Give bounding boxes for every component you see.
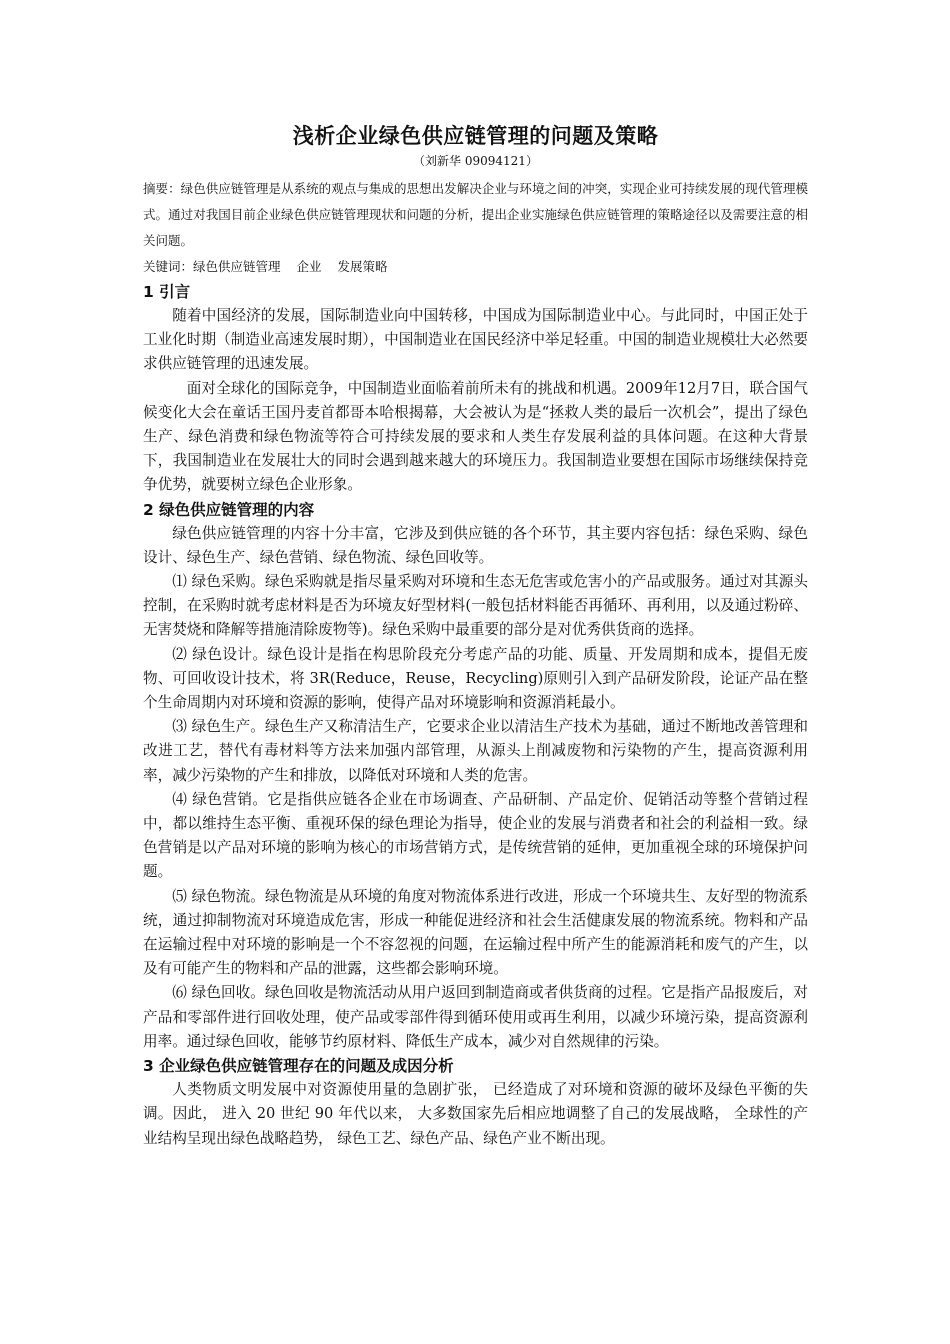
- paragraph: 面对全球化的国际竞争，中国制造业面临着前所未有的挑战和机遇。2009年12月7日，联合国气候变化大会在童话王国丹麦首都哥本哈根揭幕，大会被认为是“拯救人类的最后一次机会”，提出了绿色生产、绿色消费和绿色物流等符合可持续发展的要求和人类生存发展利益的具体问题。在这种大背景下，我国制造业在发展壮大的同时会遇到越来越大的环境压力。我国制造业要想在国际市场继续保持竞争优势，就要树立绿色企业形象。: [143, 379, 808, 494]
- keyword: 绿色供应链管理: [193, 259, 281, 274]
- list-item: ⑶ 绿色生产。绿色生产又称清洁生产，它要求企业以清洁生产技术为基础，通过不断地改善管理和改进工艺，替代有毒材料等方法来加强内部管理，从源头上削减废物和污染物的产生，提高资源利用率，减少污染物的产生和排放，以降低对环境和人类的危害。: [143, 718, 808, 784]
- section-heading: 1 引言: [143, 283, 191, 301]
- keywords-label: 关键词：: [143, 259, 194, 274]
- list-item: ⑵ 绿色设计。绿色设计是指在构思阶段充分考虑产品的功能、质量、开发周期和成本，提倡无废物、可回收设计技术，将 3R(Reduce，Reuse，Recycling)原则引入到产品研发阶段，论证产品在整个生命周期内对环境和资源的影响，使得产品对环境影响和资源消耗最小。: [143, 645, 808, 712]
- keyword: 企业: [296, 259, 322, 274]
- list-item: ⑸ 绿色物流。绿色物流是从环境的角度对物流体系进行改进，形成一个环境共生、友好型的物流系统，通过抑制物流对环境造成危害，形成一种能促进经济和社会生活健康发展的物流系统。物料和产品在运输过程中对环境的影响是一个不容忽视的问题，在运输过程中所产生的能源消耗和废气的产生，以及有可能产生的物料和产品的泄露，这些都会影响环境。: [143, 887, 808, 978]
- keyword: 发展策略: [337, 259, 388, 274]
- list-item: ⑴ 绿色采购。绿色采购就是指尽量采购对环境和生态无危害或危害小的产品或服务。通过对其源头控制，在采购时就考虑材料是否为环境友好型材料(一般包括材料能否再循环、再利用，以及通过粉碎、无害焚烧和降解等措施清除废物等)。绿色采购中最重要的部分是对优秀供货商的选择。: [143, 573, 808, 639]
- paragraph: 人类物质文明发展中对资源使用量的急剧扩张， 已经造成了对环境和资源的破坏及绿色平衡的失调。因此， 进入 20 世纪 90 年代以来， 大多数国家先后相应地调整了自己的发展战略， 全球性的产业结构呈现出绿色战略趋势， 绿色工艺、绿色产品、绿色产业不断出现。: [143, 1081, 808, 1147]
- section-heading: 3 企业绿色供应链管理存在的问题及成因分析: [143, 1057, 454, 1076]
- list-item: ⑹ 绿色回收。绿色回收是物流活动从用户返回到制造商或者供货商的过程。它是指产品报废后，对产品和零部件进行回收处理，使产品或零部件得到循环使用或再生利用，以减少环境污染，提高资源利用率。通过绿色回收，能够节约原材料、降低生产成本，减少对自然规律的污染。: [143, 984, 808, 1050]
- paragraph: 绿色供应链管理的内容十分丰富，它涉及到供应链的各个环节，其主要内容包括：绿色采购、绿色设计、绿色生产、绿色营销、绿色物流、绿色回收等。: [143, 524, 808, 566]
- document-content: [143, 120, 808, 1151]
- doc-abstract: 摘要：绿色供应链管理是从系统的观点与集成的思想出发解决企业与环境之间的冲突，实现企业可持续发展的现代管理模式。通过对我国目前企业绿色供应链管理现状和问题的分析，提出企业实施绿色供应链管理的策略途径以及需要注意的相关问题。: [143, 181, 808, 248]
- doc-keywords: [143, 254, 808, 280]
- section-heading: 2 绿色供应链管理的内容: [143, 500, 315, 519]
- doc-author: （刘新华 09094121）: [413, 154, 538, 168]
- list-item: ⑷ 绿色营销。它是指供应链各企业在市场调查、产品研制、产品定价、促销活动等整个营销过程中，都以维持生态平衡、重视环保的绿色理论为指导，使企业的发展与消费者和社会的利益相一致。绿色营销是以产品对环境的影响为核心的市场营销方式，是传统营销的延伸，更加重视全球的环境保护问题。: [143, 790, 808, 881]
- doc-title: 浅析企业绿色供应链管理的问题及策略: [292, 123, 659, 148]
- paragraph: 随着中国经济的发展，国际制造业向中国转移，中国成为国际制造业中心。与此同时，中国正处于工业化时期（制造业高速发展时期），中国制造业在国民经济中举足轻重。中国的制造业规模壮大必然要求供应链管理的迅速发展。: [143, 307, 808, 373]
